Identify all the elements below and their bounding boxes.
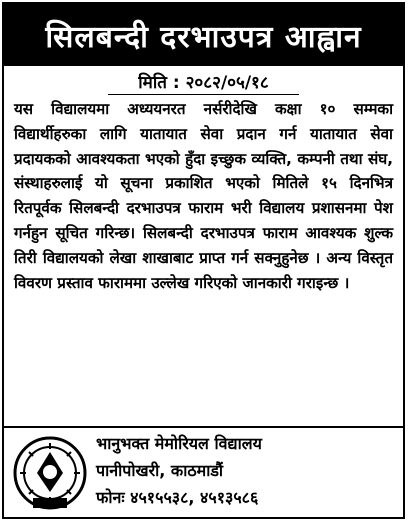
notice-date: मिति : २०८२/०५/१८	[108, 72, 299, 95]
school-address: पानीपोखरी, काठमाडौं	[96, 461, 224, 480]
school-emblem-icon	[11, 434, 89, 516]
school-logo	[4, 428, 96, 519]
school-phone: फोनः ४५१५५३८, ४५१३५८६	[96, 488, 259, 507]
notice-title: सिलबन्दी दरभाउपत्र आह्वान	[4, 4, 403, 66]
school-name: भानुभक्त मेमोरियल विद्यालय	[96, 434, 262, 453]
notice-body	[4, 95, 403, 295]
notice-box	[2, 2, 405, 519]
school-footer	[4, 428, 403, 519]
notice-paragraph: यस विद्यालयमा अध्ययनरत नर्सरीदेखि कक्षा १० सम्मका विद्यार्थीहरुका लागि यातायात सेवा प्रदान गर्न यातायात सेवा प्रदायककाे आवश्यकता भएकाे हुँदा इच्छुक व्यक्ति, कम्पनी तथा संघ, संस्थाहरुलाई याे सूचना प्रकाशित भएकाे मितिले १५ दिनभित्र रितपूर्वक सिलबन्दी दरभाउपत्र फाराम भरी विद्यालय प्रशासनमा पेश गर्नहुन सूचित गरिन्छ। सिलबन्दी दरभाउपत्र फाराम आवश्यक शुल्क तिरी विद्यालयकाे लेखा शाखाबाट प्राप्त गर्न सक्नुहुनेछ । अन्य विस्तृत विवरण प्रस्ताव फाराममा उल्लेख गरिएकाे जानकारी गराइन्छ ।	[14, 100, 393, 292]
school-info	[96, 428, 262, 519]
